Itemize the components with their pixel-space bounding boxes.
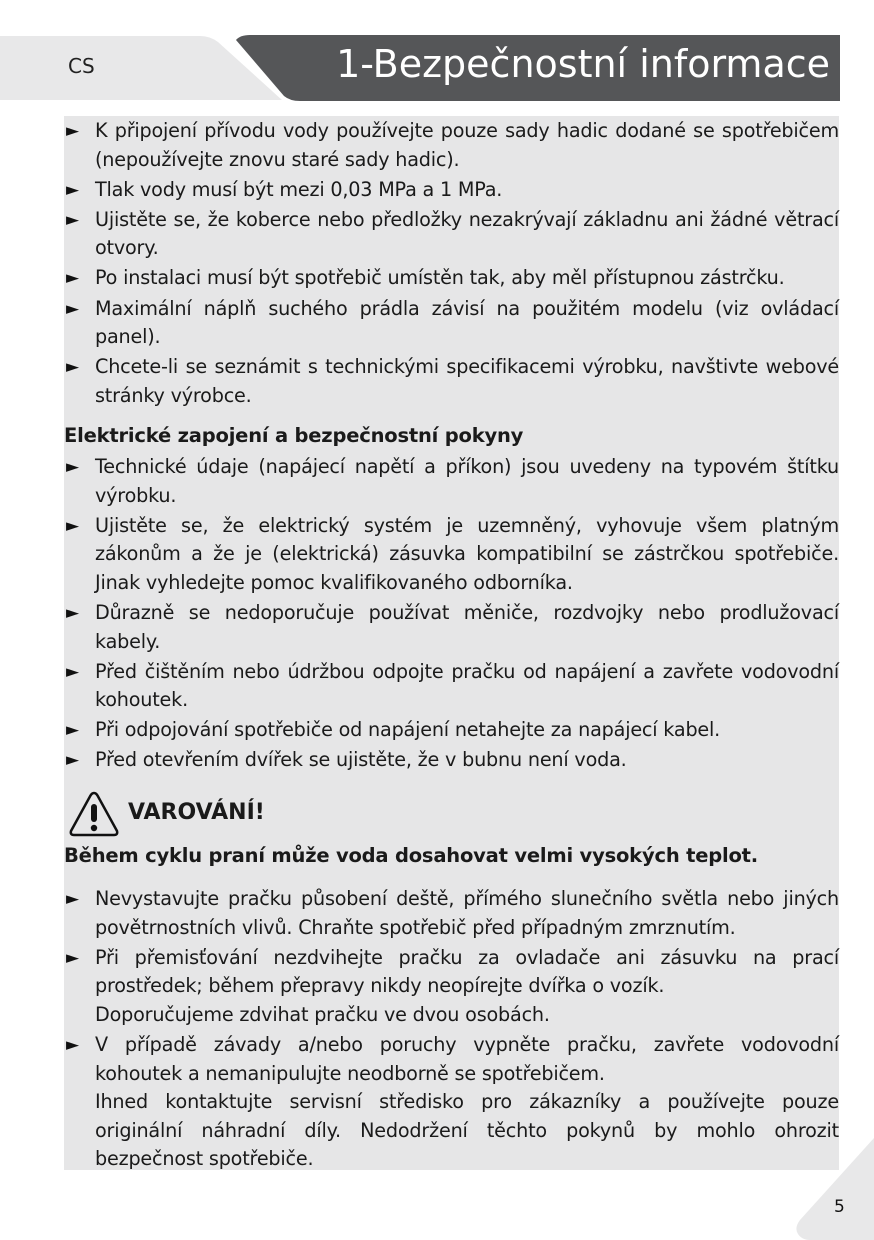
bullet-arrow-icon: ► (66, 947, 79, 968)
bullet-arrow-icon: ► (66, 457, 79, 477)
bullet-arrow-icon: ► (66, 209, 79, 230)
list-item: ► Před čištěním nebo údržbou odpojte pračku od napájení a zavřete vodovodní kohoutek. (66, 659, 839, 712)
electrical-list (64, 453, 839, 777)
installation-list (64, 117, 839, 412)
electrical-heading: Elektrické zapojení a bezpečnostní pokyny (64, 424, 524, 447)
language-code: CS (68, 54, 95, 78)
bullet-arrow-icon: ► (66, 121, 79, 141)
page-title: 1-Bezpečnostní informace (336, 42, 830, 86)
list-item: ► Chcete-li se seznámit s technickými specifikacemi výrobku, navštivte webové stránky výrobce. (66, 355, 839, 407)
warning-subheading: Během cyklu praní může voda dosahovat velmi vysokých teplot. (64, 844, 759, 867)
list-item: ► V případě závady a/nebo poruchy vypněte pračku, zavřete vodovodní kohoutek a nemanipulujte neodborně se spotřebičem. Ihned kontaktujte servisní středisko pro zákazníky a používejte pouze originální náhradní díly. Nedodržení těchto pokynů by mohlo ohrozit bezpečnost spotřebiče. (66, 1032, 839, 1171)
list-item: ► Po instalaci musí být spotřebič umístěn tak, aby měl přístupnou zástrčku. (64, 264, 839, 293)
list-item: ► Důrazně se nedoporučuje používat měniče, rozdvojky nebo prodlužovací kabely. (66, 600, 839, 653)
bullet-arrow-icon: ► (66, 661, 79, 682)
bullet-arrow-icon: ► (66, 515, 79, 536)
page-number: 5 (834, 1197, 845, 1217)
page-corner (790, 1130, 874, 1240)
bullet-arrow-icon: ► (66, 357, 79, 378)
list-item: ► Ujistěte se, že koberce nebo předložky nezakrývají základnu ani žádné větrací otvory. (66, 207, 839, 260)
list-item: ► Před otevřením dvířek se ujistěte, že v bubnu není voda. (64, 746, 839, 775)
warning-list (64, 885, 839, 1175)
bullet-arrow-icon: ► (66, 1034, 79, 1055)
warning-triangle-icon (68, 790, 120, 838)
list-item: ► Tlak vody musí být mezi 0,03 MPa a 1 MPa. (64, 176, 839, 205)
list-item: ► Maximální náplň suchého prádla závisí na použitém modelu (viz ovládací panel). (66, 296, 839, 349)
bullet-arrow-icon: ► (66, 889, 79, 909)
bullet-arrow-icon: ► (66, 179, 79, 200)
bullet-arrow-icon: ► (66, 298, 79, 319)
list-item: ► Technické údaje (napájecí napětí a příkon) jsou uvedeny na typovém štítku výrobku. (66, 455, 839, 507)
list-item: ► K připojení přívodu vody používejte pouze sady hadic dodané se spotřebičem (nepoužívejte znovu staré sady hadic). (66, 119, 839, 171)
bullet-arrow-icon: ► (66, 602, 79, 623)
bullet-arrow-icon: ► (66, 720, 79, 741)
warning-label: VAROVÁNÍ! (128, 800, 265, 825)
language-tab (0, 36, 282, 100)
bullet-arrow-icon: ► (66, 268, 79, 289)
bullet-arrow-icon: ► (66, 750, 79, 771)
list-item: ► Při odpojování spotřebiče od napájení netahejte za napájecí kabel. (64, 716, 839, 745)
list-item: ► Ujistěte se, že elektrický systém je uzemněný, vyhovuje všem platným zákonům a že je (elektrická) zásuvka kompatibilní se zástrčkou spotřebiče. Jinak vyhledejte pomoc kvalifikovaného odborníka. (66, 513, 839, 594)
list-item: ► Při přemisťování nezdvihejte pračku za ovladače ani zásuvku na prací prostředek; během přepravy nikdy neopírejte dvířka o vozík. Doporučujeme zdvihat pračku ve dvou osobách. (66, 945, 839, 1026)
list-item: ► Nevystavujte pračku působení deště, přímého slunečního světla nebo jiných povětrnostních vlivů. Chraňte spotřebič před případným zmrznutím. (66, 887, 839, 939)
